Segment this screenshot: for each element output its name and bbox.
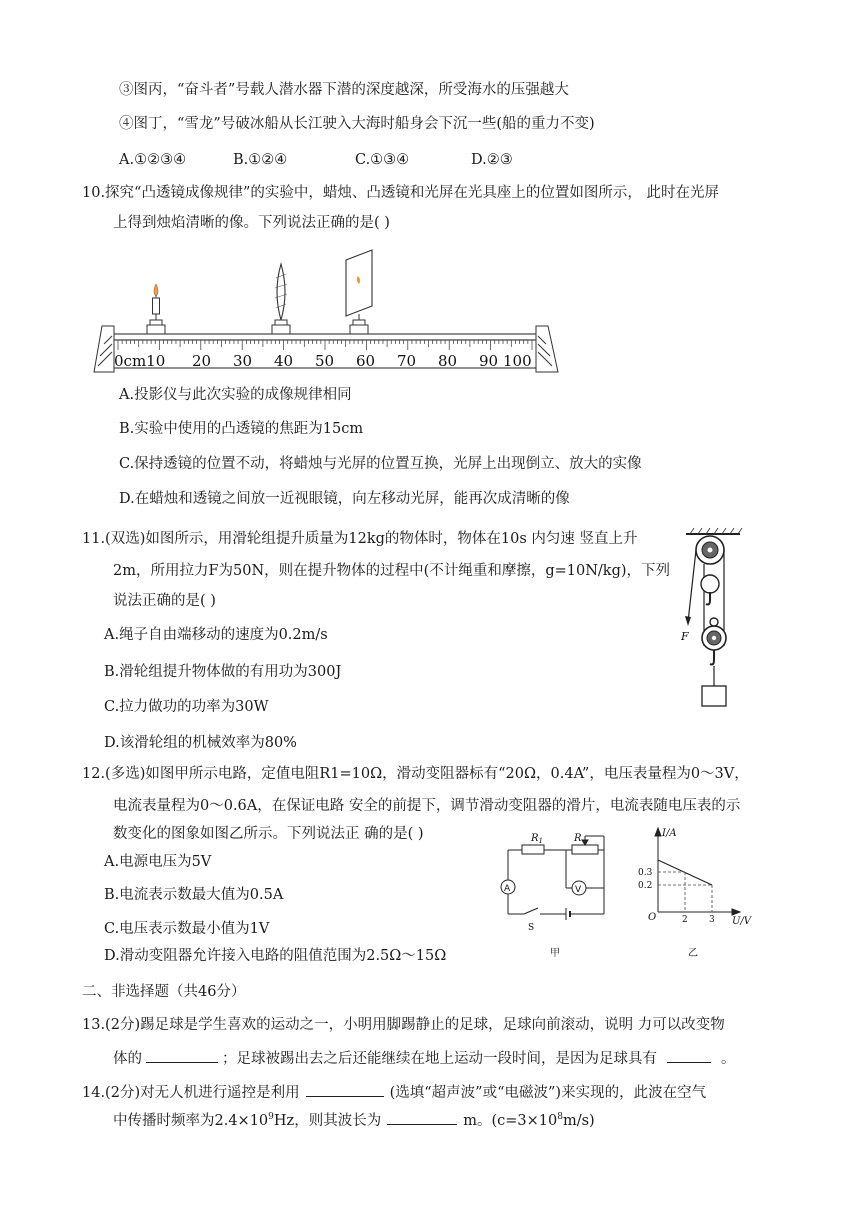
q12-option-b: B.电流表示数最大值为0.5A [104,887,284,903]
ruler-label-100: 100 [503,352,532,370]
ruler-label-20: 20 [192,352,212,370]
q11-option-a: A.绳子自由端移动的速度为0.2m/s [104,627,328,643]
ruler-label-50: 50 [315,352,335,370]
ruler-label-90: 90 [479,352,499,370]
pulley-system-figure [676,526,746,712]
circuit-caption: 甲 [550,948,560,959]
q12-option-c: C.电压表示数最小值为1V [104,921,270,937]
force-label-f: F [681,630,689,643]
graph-xtick-3: 3 [709,915,715,925]
q14-blank-1[interactable] [306,1081,384,1097]
q12-option-d: D.滑动变阻器允许接入电路的阻值范围为2.5Ω～15Ω [104,948,447,964]
q9-item3: ③图丙，“奋斗者”号载人潜水器下潜的深度越深，所受海水的压强越大 [119,82,569,98]
q14-line2: 中传播时频率为$2.4\times 10^9Hz$，则其波长为 m。$(c=3\times 10^8m/s)$ [113,1109,595,1131]
q9-option-d: D.②③ [471,152,513,168]
ruler-label-0-10: 0cm10 [114,352,166,370]
q9-option-b: B.①②④ [233,152,288,168]
current-voltage-graph-yi [632,822,758,962]
graph-ytick-0-3: 0.3 [638,868,653,878]
ruler-label-40: 40 [274,352,294,370]
q10-option-c: C.保持透镜的位置不动，将蜡烛与光屏的位置互换，光屏上出现倒立、放大的实像 [119,456,642,472]
q12-stem-line1: 12.(多选)如图甲所示电路，定值电阻R1=10Ω，滑动变阻器标有“20Ω，0.4A”，电压表量程为0～3V， [82,766,749,782]
optical-bench-figure [92,248,562,378]
q10-option-b: B.实验中使用的凸透镜的焦距为15cm [119,421,364,437]
graph-xtick-2: 2 [682,915,688,925]
q10-option-a: A.投影仪与此次实验的成像规律相同 [119,387,352,403]
section-2-heading: 二、非选择题（共46分） [82,984,246,1000]
graph-ylabel: I/A [662,828,677,839]
graph-xlabel: U/V [732,916,752,927]
q10-stem-line2: 上得到烛焰清晰的像。下列说法正确的是( ) [113,215,390,231]
candle [153,284,160,314]
ruler-label-70: 70 [397,352,417,370]
q12-stem-line3: 数变化的图象如图乙所示。下列说法正 确的是( ) [113,826,424,842]
ammeter-label: A [504,884,511,894]
q11-stem-line1: 11.(双选)如图所示，用滑轮组提升质量为12kg的物体时，物体在10s 内匀速 竖直上升 [82,531,638,547]
q10-stem-line1: 10.探究“凸透镜成像规律”的实验中，蜡烛、凸透镜和光屏在光具座上的位置如图所示， 此时在光屏 [82,185,719,201]
r-label: R [574,833,582,844]
q14-blank-2[interactable] [387,1109,457,1125]
convex-lens [275,264,287,320]
q9-option-c: C.①③④ [355,152,410,168]
q13-blank-1[interactable] [146,1047,218,1063]
circuit-diagram-jia [494,828,614,962]
q10-option-d: D.在蜡烛和透镜之间放一近视眼镜，向左移动光屏，能再次成清晰的像 [119,491,570,507]
q11-stem-line2: 2m，所用拉力F为50N，则在提升物体的过程中(不计绳重和摩擦，g=10N/kg)，下列 [113,563,671,579]
light-screen [346,250,372,316]
graph-caption: 乙 [688,948,698,959]
graph-origin: O [648,912,657,923]
q9-item4: ④图丁，“雪龙”号破冰船从长江驶入大海时船身会下沉一些(船的重力不变) [119,116,595,132]
q11-option-b: B.滑轮组提升物体做的有用功为300J [104,664,342,680]
q13-line1: 13.(2分)踢足球是学生喜欢的运动之一，小明用脚踢静止的足球，足球向前滚动，说明 力可以改变物 [82,1017,725,1033]
q11-option-d: D.该滑轮组的机械效率为80% [104,735,297,751]
ruler-label-30: 30 [233,352,253,370]
q13-line2: 体的 ；足球被踢出去之后还能继续在地上运动一段时间，是因为足球具有 。 [113,1047,736,1069]
ruler-label-80: 80 [438,352,458,370]
q9-option-a: A.①②③④ [119,152,187,168]
q12-stem-line2: 电流表量程为0～0.6A，在保证电路 安全的前提下，调节滑动变阻器的滑片，电流表随电压表的示 [113,798,741,814]
q12-option-a: A.电源电压为5V [104,854,212,870]
voltmeter-label: V [575,885,582,895]
switch-label: S [528,923,535,933]
q14-line1: 14.(2分)对无人机进行遥控是利用 (选填“超声波”或“电磁波”)来实现的，此波在空气 [82,1081,706,1103]
q13-blank-2[interactable] [667,1047,711,1063]
ruler-label-60: 60 [356,352,376,370]
r1-label: $R_1$ [531,833,543,845]
graph-ytick-0-2: 0.2 [638,881,653,891]
q11-option-c: C.拉力做功的功率为30W [104,699,269,715]
q11-stem-line3: 说法正确的是( ) [113,593,216,609]
